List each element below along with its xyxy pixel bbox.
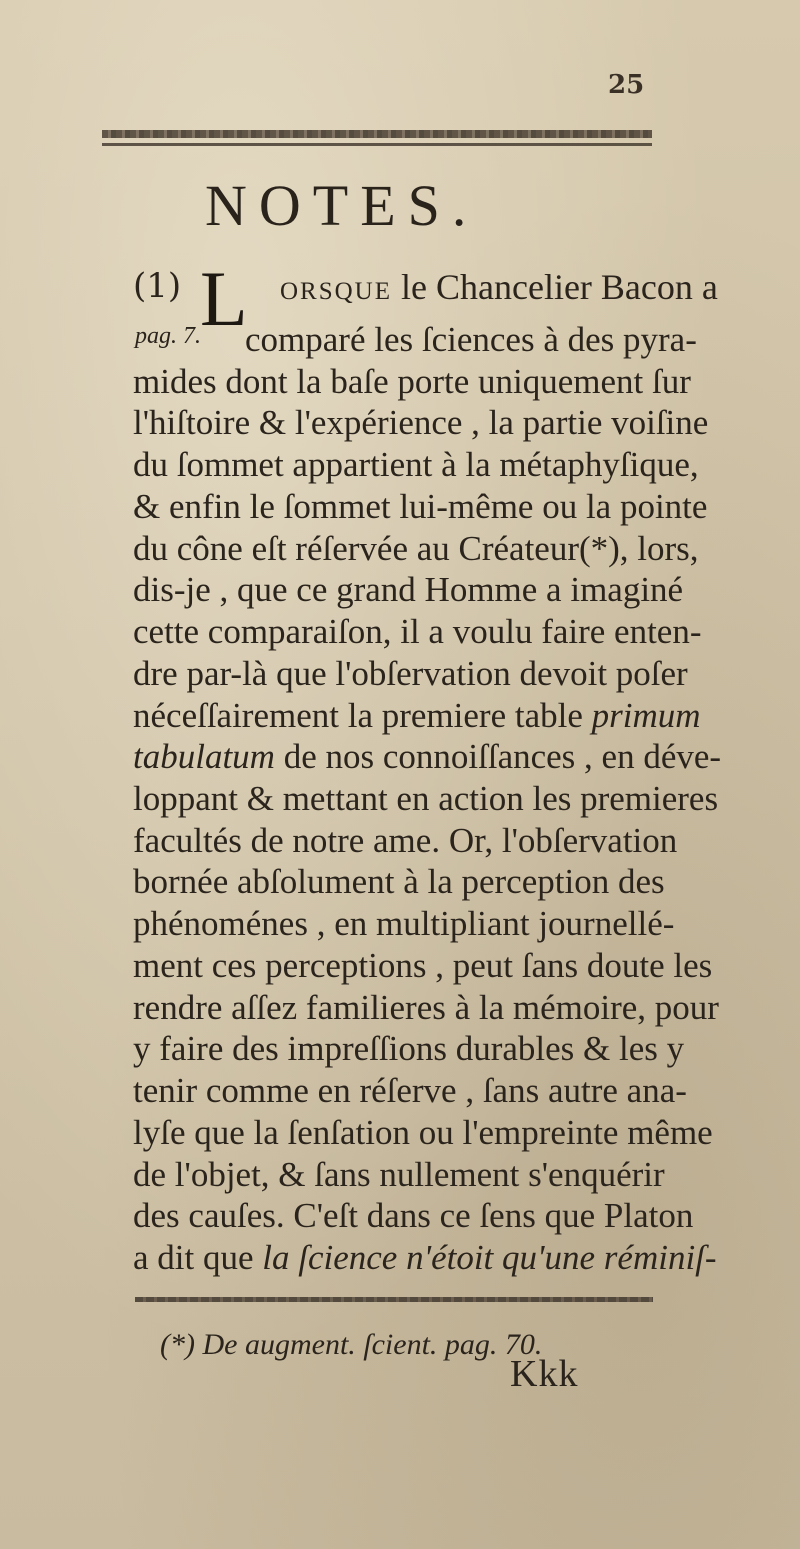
text-line: y faire des impreſſions durables & les y: [133, 1029, 685, 1069]
text-line: tenir comme en réſerve , ſans autre ana-: [133, 1071, 687, 1111]
text-line: & enfin le ſommet lui-même ou la pointe: [133, 486, 708, 526]
drop-cap: L: [200, 255, 248, 342]
page-heading: NOTES.: [205, 173, 479, 238]
text-line: facultés de notre ame. Or, l'obſervation: [133, 820, 678, 860]
text-segment: néceſſairement la premiere table: [133, 695, 583, 735]
text-line: dis-je , que ce grand Homme a imaginé: [133, 570, 684, 610]
first-line-smallcaps: orsque: [280, 267, 393, 307]
text-line: des cauſes. C'eſt dans ce ſens que Platon: [133, 1196, 694, 1236]
text-line: [133, 737, 721, 777]
text-line: lyſe que la ſenſation ou l'empreinte même: [133, 1112, 713, 1152]
italic-term: primum: [591, 695, 701, 735]
text-line: ment ces perceptions , peut ſans doute les: [133, 945, 713, 985]
text-segment: de nos connoiſſances , en déve-: [274, 737, 722, 777]
footnote: (*) De augment. ſcient. pag. 70.: [160, 1328, 543, 1361]
text-line: dre par-là que l'obſervation devoit poſer: [133, 653, 688, 693]
text-line: du cône eſt réſervée au Créateur(*), lors,: [133, 528, 699, 568]
text-line: du ſommet appartient à la métaphyſique,: [133, 445, 699, 485]
first-line-rest: le Chancelier Bacon a: [392, 267, 718, 307]
text-line: comparé les ſciences à des pyra-: [245, 320, 697, 359]
text-line: bornée abſolument à la perception des: [133, 862, 665, 902]
text-line: [133, 696, 701, 736]
first-line: [280, 266, 718, 308]
header-rule-ornament: [102, 130, 652, 138]
italic-phrase: la ſcience n'étoit qu'une réminiſ-: [262, 1238, 717, 1277]
signature-mark: Kkk: [510, 1353, 579, 1395]
text-line: mides dont la baſe porte uniquement ſur: [133, 361, 691, 401]
italic-term: tabulatum: [133, 737, 275, 777]
header-rule: [102, 143, 652, 146]
text-line: phénoménes , en multipliant journellé-: [133, 904, 675, 944]
margin-page-reference: pag. 7.: [135, 323, 201, 349]
page-number: 25: [608, 70, 645, 100]
text-line: [133, 1238, 717, 1278]
text-line: loppant & mettant en action les premieres: [133, 779, 719, 818]
text-segment: a dit que: [133, 1238, 263, 1277]
text-line: de l'objet, & ſans nullement s'enquérir: [133, 1154, 665, 1194]
text-line: rendre aſſez familieres à la mémoire, pour: [133, 987, 719, 1027]
text-line: cette comparaiſon, il a voulu faire enten-: [133, 612, 702, 652]
note-reference: (1): [133, 266, 182, 306]
footnote-rule: [135, 1297, 653, 1302]
text-line: l'hiſtoire & l'expérience , la partie voiſine: [133, 403, 709, 443]
